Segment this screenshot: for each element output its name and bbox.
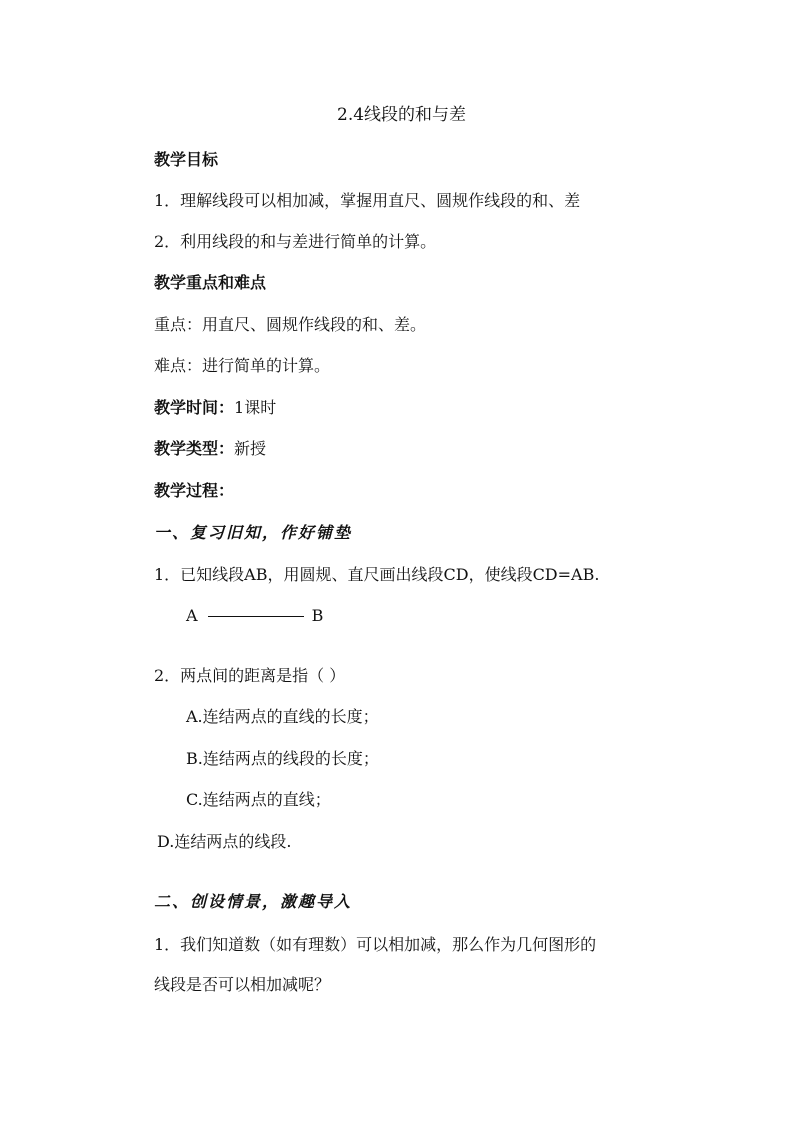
segment-start-label: A bbox=[186, 606, 198, 625]
option-a: A.连结两点的直线的长度； bbox=[186, 707, 379, 726]
option-c: C.连结两点的直线； bbox=[186, 790, 331, 809]
teaching-time-value: 1课时 bbox=[234, 398, 277, 417]
key-point-text: 重点：用直尺、圆规作线段的和、差。 bbox=[154, 315, 427, 334]
teaching-time-row bbox=[154, 398, 276, 418]
segment-line bbox=[208, 616, 304, 617]
section-1-question-1: 1．已知线段AB，用圆规、直尺画出线段CD，使线段CD=AB. bbox=[154, 565, 600, 584]
objective-item-1: 1．理解线段可以相加减，掌握用直尺、圆规作线段的和、差 bbox=[154, 191, 581, 210]
option-d: D.连结两点的线段. bbox=[157, 832, 292, 851]
segment-ab-figure bbox=[186, 606, 323, 626]
teaching-time-label: 教学时间： bbox=[154, 398, 235, 417]
section-2-question-1-line-1: 1．我们知道数（如有理数）可以相加减，那么作为几何图形的 bbox=[154, 935, 597, 954]
option-b: B.连结两点的线段的长度； bbox=[186, 749, 379, 768]
page-title: 2.4线段的和与差 bbox=[337, 105, 467, 125]
process-heading: 教学过程： bbox=[154, 481, 235, 500]
section-1-question-2: 2．两点间的距离是指（ ） bbox=[154, 666, 346, 685]
teaching-type-row bbox=[154, 439, 266, 459]
objectives-heading: 教学目标 bbox=[154, 150, 219, 169]
teaching-type-label: 教学类型： bbox=[154, 439, 235, 458]
teaching-type-value: 新授 bbox=[234, 439, 267, 458]
difficult-point-text: 难点：进行简单的计算。 bbox=[154, 356, 331, 375]
section-1-heading: 一、复习旧知，作好铺垫 bbox=[154, 523, 353, 542]
section-2-question-1-line-2: 线段是否可以相加减呢？ bbox=[154, 975, 331, 994]
objective-item-2: 2．利用线段的和与差进行简单的计算。 bbox=[154, 232, 437, 251]
section-2-heading: 二、创设情景，激趣导入 bbox=[154, 892, 353, 911]
key-points-heading: 教学重点和难点 bbox=[154, 273, 267, 292]
segment-end-label: B bbox=[311, 606, 324, 625]
